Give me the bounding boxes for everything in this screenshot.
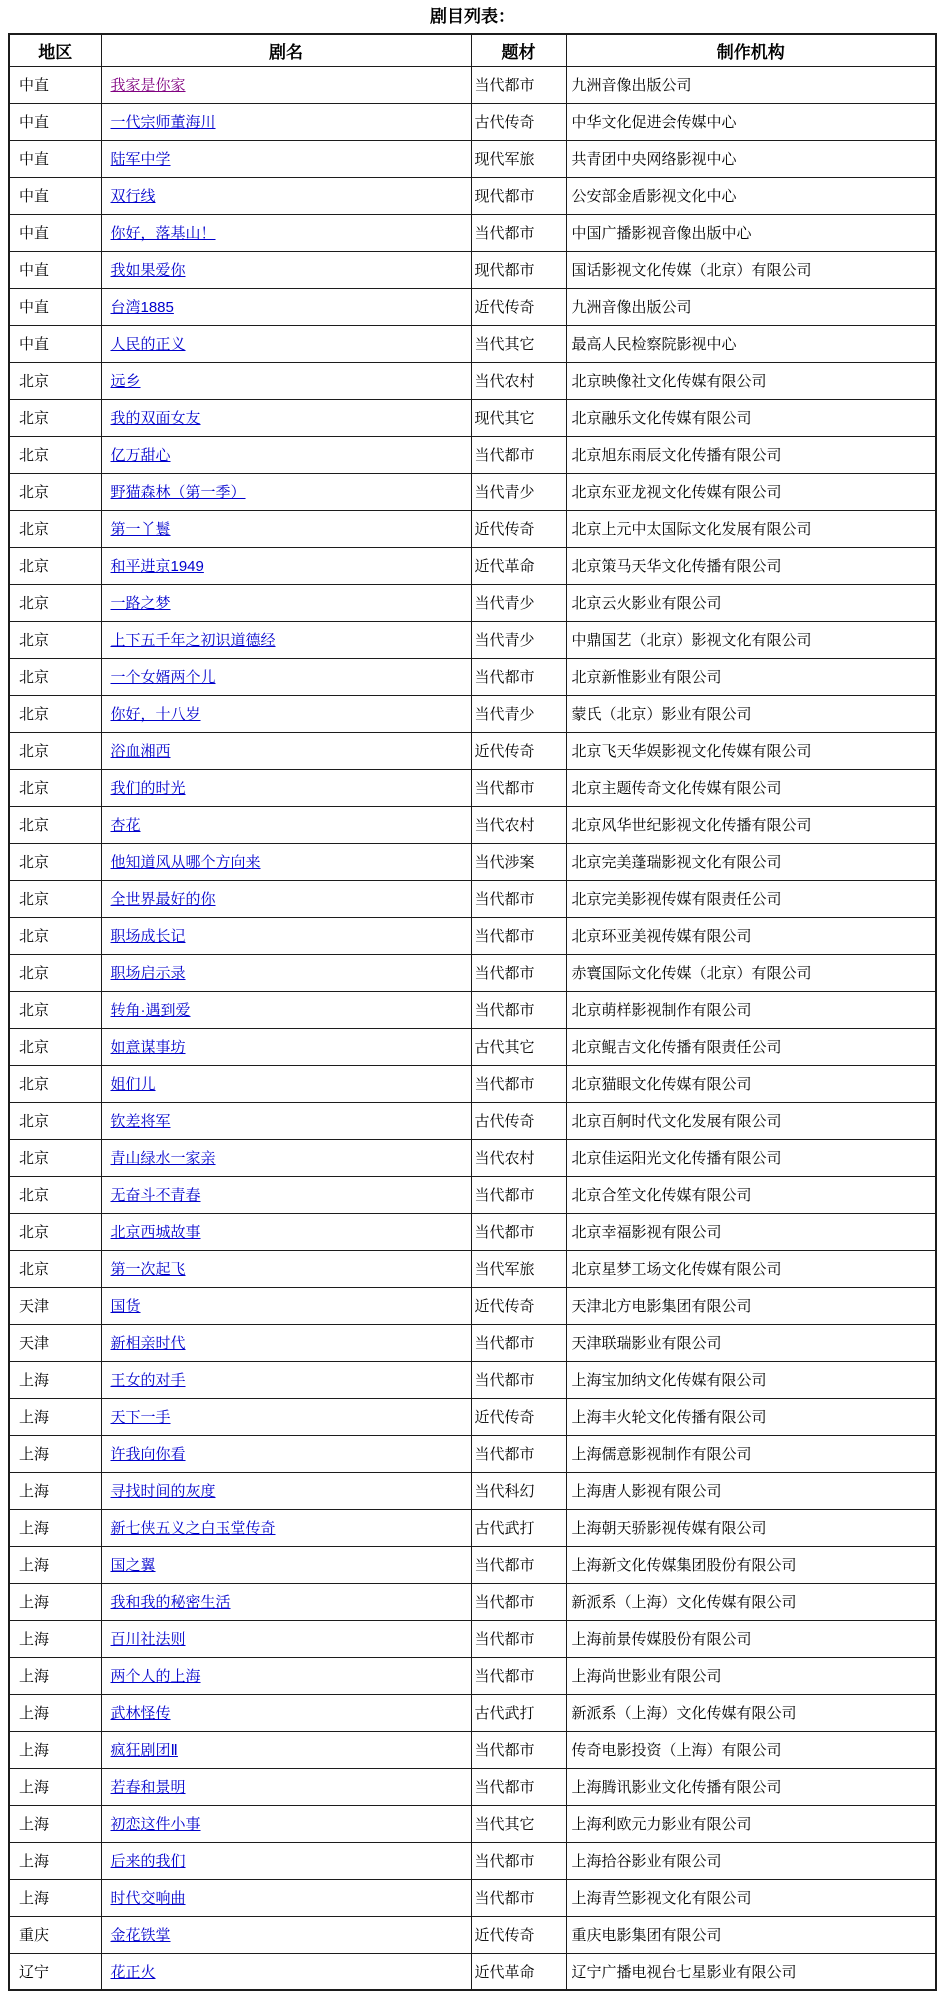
genre-cell: 近代传奇	[471, 1916, 566, 1953]
region-cell: 北京	[9, 621, 101, 658]
company-cell: 北京合笙文化传媒有限公司	[566, 1176, 936, 1213]
genre-cell: 古代武打	[471, 1694, 566, 1731]
table-row	[9, 1657, 936, 1694]
region-cell: 北京	[9, 1139, 101, 1176]
genre-cell: 当代青少	[471, 584, 566, 621]
col-header-region: 地区	[9, 34, 101, 66]
drama-title-link[interactable]: 你好，落基山！	[110, 225, 216, 242]
region-cell: 天津	[9, 1287, 101, 1324]
genre-cell: 当代青少	[471, 695, 566, 732]
genre-cell: 当代都市	[471, 658, 566, 695]
region-cell: 上海	[9, 1435, 101, 1472]
drama-title-link[interactable]: 新相亲时代	[110, 1335, 186, 1352]
company-cell: 北京映像社文化传媒有限公司	[566, 362, 936, 399]
company-cell: 北京策马天华文化传播有限公司	[566, 547, 936, 584]
genre-cell: 当代青少	[471, 473, 566, 510]
region-cell: 北京	[9, 473, 101, 510]
table-row	[9, 584, 936, 621]
table-row	[9, 658, 936, 695]
company-cell: 共青团中央网络影视中心	[566, 140, 936, 177]
region-cell: 上海	[9, 1657, 101, 1694]
company-cell: 北京上元中太国际文化发展有限公司	[566, 510, 936, 547]
genre-cell: 当代都市	[471, 1546, 566, 1583]
company-cell: 中鼎国艺（北京）影视文化有限公司	[566, 621, 936, 658]
table-row	[9, 1472, 936, 1509]
drama-title-link[interactable]: 你好，十八岁	[110, 706, 201, 723]
genre-cell: 当代科幻	[471, 1472, 566, 1509]
company-cell: 上海宝加纳文化传媒有限公司	[566, 1361, 936, 1398]
genre-cell: 当代都市	[471, 1620, 566, 1657]
table-row	[9, 1953, 936, 1990]
table-row	[9, 1028, 936, 1065]
drama-title-link[interactable]: 杏花	[110, 817, 141, 834]
table-row	[9, 695, 936, 732]
company-cell: 中华文化促进会传媒中心	[566, 103, 936, 140]
genre-cell: 当代都市	[471, 917, 566, 954]
genre-cell: 当代其它	[471, 325, 566, 362]
region-cell: 北京	[9, 732, 101, 769]
genre-cell: 近代传奇	[471, 510, 566, 547]
company-cell: 赤寰国际文化传媒（北京）有限公司	[566, 954, 936, 991]
company-cell: 上海丰火轮文化传播有限公司	[566, 1398, 936, 1435]
region-cell: 上海	[9, 1731, 101, 1768]
company-cell: 北京融乐文化传媒有限公司	[566, 399, 936, 436]
table-row	[9, 769, 936, 806]
genre-cell: 当代都市	[471, 1435, 566, 1472]
header-row	[9, 34, 936, 66]
table-row	[9, 1509, 936, 1546]
region-cell: 中直	[9, 325, 101, 362]
company-cell: 最高人民检察院影视中心	[566, 325, 936, 362]
table-row	[9, 1694, 936, 1731]
region-cell: 上海	[9, 1694, 101, 1731]
company-cell: 北京飞天华娱影视文化传媒有限公司	[566, 732, 936, 769]
genre-cell: 当代都市	[471, 1842, 566, 1879]
table-row	[9, 1250, 936, 1287]
region-cell: 北京	[9, 1102, 101, 1139]
genre-cell: 古代武打	[471, 1509, 566, 1546]
drama-table	[8, 33, 937, 1991]
genre-cell: 当代都市	[471, 1324, 566, 1361]
region-cell: 上海	[9, 1583, 101, 1620]
company-cell: 上海腾讯影业文化传播有限公司	[566, 1768, 936, 1805]
genre-cell: 近代传奇	[471, 288, 566, 325]
table-row	[9, 954, 936, 991]
drama-title-link[interactable]: 第一丫鬟	[110, 521, 171, 538]
genre-cell: 当代都市	[471, 1065, 566, 1102]
col-header-title: 剧名	[101, 34, 471, 66]
genre-cell: 当代都市	[471, 1583, 566, 1620]
region-cell: 北京	[9, 954, 101, 991]
region-cell: 北京	[9, 510, 101, 547]
drama-title-link[interactable]: 北京西城故事	[110, 1224, 201, 1241]
table-row	[9, 66, 936, 103]
table-row	[9, 621, 936, 658]
table-row	[9, 1324, 936, 1361]
region-cell: 中直	[9, 251, 101, 288]
company-cell: 北京新惟影业有限公司	[566, 658, 936, 695]
company-cell: 蒙氏（北京）影业有限公司	[566, 695, 936, 732]
company-cell: 上海青竺影视文化有限公司	[566, 1879, 936, 1916]
company-cell: 北京云火影业有限公司	[566, 584, 936, 621]
genre-cell: 当代都市	[471, 214, 566, 251]
genre-cell: 当代都市	[471, 1768, 566, 1805]
company-cell: 北京主题传奇文化传媒有限公司	[566, 769, 936, 806]
drama-title-link[interactable]: 野猫森林（第一季）	[110, 484, 246, 501]
genre-cell: 现代军旅	[471, 140, 566, 177]
table-row	[9, 1916, 936, 1953]
region-cell: 北京	[9, 1250, 101, 1287]
genre-cell: 近代革命	[471, 1953, 566, 1990]
genre-cell: 现代都市	[471, 251, 566, 288]
table-row	[9, 1287, 936, 1324]
drama-title-link[interactable]: 一路之梦	[110, 595, 171, 612]
page-title: 剧目列表：	[430, 7, 515, 26]
region-cell: 北京	[9, 695, 101, 732]
company-cell: 北京旭东雨辰文化传播有限公司	[566, 436, 936, 473]
region-cell: 上海	[9, 1842, 101, 1879]
region-cell: 上海	[9, 1620, 101, 1657]
company-cell: 上海朝天骄影视传媒有限公司	[566, 1509, 936, 1546]
table-row	[9, 1546, 936, 1583]
drama-title-link[interactable]: 新七侠五义之白玉堂传奇	[110, 1520, 276, 1537]
table-row	[9, 991, 936, 1028]
table-row	[9, 473, 936, 510]
region-cell: 天津	[9, 1324, 101, 1361]
company-cell: 北京鲲吉文化传播有限责任公司	[566, 1028, 936, 1065]
company-cell: 北京东亚龙视文化传媒有限公司	[566, 473, 936, 510]
drama-title-link[interactable]: 钦差将军	[110, 1113, 171, 1130]
table-row	[9, 325, 936, 362]
region-cell: 上海	[9, 1509, 101, 1546]
region-cell: 北京	[9, 917, 101, 954]
genre-cell: 古代传奇	[471, 1102, 566, 1139]
genre-cell: 近代传奇	[471, 1398, 566, 1435]
company-cell: 天津北方电影集团有限公司	[566, 1287, 936, 1324]
company-cell: 上海新文化传媒集团股份有限公司	[566, 1546, 936, 1583]
drama-title-link[interactable]: 转角·遇到爱	[110, 1002, 191, 1019]
genre-cell: 当代都市	[471, 436, 566, 473]
drama-title-link[interactable]: 我的双面女友	[110, 410, 201, 427]
company-cell: 北京猫眼文化传媒有限公司	[566, 1065, 936, 1102]
region-cell: 中直	[9, 66, 101, 103]
company-cell: 九洲音像出版公司	[566, 66, 936, 103]
table-row	[9, 1213, 936, 1250]
col-header-genre: 题材	[471, 34, 566, 66]
region-cell: 北京	[9, 991, 101, 1028]
genre-cell: 当代都市	[471, 1213, 566, 1250]
region-cell: 上海	[9, 1472, 101, 1509]
table-row	[9, 880, 936, 917]
drama-title-link[interactable]: 上下五千年之初识道德经	[110, 632, 276, 649]
drama-title-link[interactable]: 和平进京1949	[110, 558, 204, 575]
drama-title-link[interactable]: 天下一手	[110, 1409, 171, 1426]
table-row	[9, 547, 936, 584]
table-row	[9, 510, 936, 547]
drama-title-link[interactable]: 我家是你家	[110, 77, 186, 94]
table-row	[9, 806, 936, 843]
genre-cell: 古代传奇	[471, 103, 566, 140]
table-row	[9, 177, 936, 214]
company-cell: 天津联瑞影业有限公司	[566, 1324, 936, 1361]
drama-title-link[interactable]: 初恋这件小事	[110, 1816, 201, 1833]
table-row	[9, 917, 936, 954]
drama-title-link[interactable]: 一代宗师董海川	[110, 114, 216, 131]
genre-cell: 当代都市	[471, 1361, 566, 1398]
drama-title-link[interactable]: 金花铁掌	[110, 1927, 171, 1944]
table-row	[9, 1620, 936, 1657]
table-row	[9, 1583, 936, 1620]
company-cell: 北京佳运阳光文化传播有限公司	[566, 1139, 936, 1176]
region-cell: 上海	[9, 1805, 101, 1842]
company-cell: 九洲音像出版公司	[566, 288, 936, 325]
drama-title-link[interactable]: 两个人的上海	[110, 1668, 201, 1685]
genre-cell: 当代涉案	[471, 843, 566, 880]
region-cell: 中直	[9, 103, 101, 140]
drama-title-link[interactable]: 职场成长记	[110, 928, 186, 945]
genre-cell: 当代都市	[471, 1657, 566, 1694]
company-cell: 北京萌样影视制作有限公司	[566, 991, 936, 1028]
table-row	[9, 251, 936, 288]
drama-title-link[interactable]: 我如果爱你	[110, 262, 186, 279]
region-cell: 北京	[9, 769, 101, 806]
company-cell: 重庆电影集团有限公司	[566, 1916, 936, 1953]
table-row	[9, 399, 936, 436]
company-cell: 上海拾谷影业有限公司	[566, 1842, 936, 1879]
region-cell: 中直	[9, 214, 101, 251]
genre-cell: 当代青少	[471, 621, 566, 658]
drama-title-link[interactable]: 第一次起飞	[110, 1261, 186, 1278]
table-row	[9, 1731, 936, 1768]
company-cell: 北京百舸时代文化发展有限公司	[566, 1102, 936, 1139]
drama-title-link[interactable]: 浴血湘西	[110, 743, 171, 760]
table-row	[9, 1176, 936, 1213]
region-cell: 北京	[9, 1176, 101, 1213]
company-cell: 北京风华世纪影视文化传播有限公司	[566, 806, 936, 843]
drama-title-link[interactable]: 台湾1885	[110, 299, 174, 316]
region-cell: 北京	[9, 547, 101, 584]
company-cell: 北京完美蓬瑞影视文化有限公司	[566, 843, 936, 880]
genre-cell: 当代都市	[471, 1879, 566, 1916]
company-cell: 上海唐人影视有限公司	[566, 1472, 936, 1509]
genre-cell: 当代都市	[471, 880, 566, 917]
drama-title-link[interactable]: 国货	[110, 1298, 141, 1315]
drama-title-link[interactable]: 远乡	[110, 373, 141, 390]
table-row	[9, 103, 936, 140]
company-cell: 辽宁广播电视台七星影业有限公司	[566, 1953, 936, 1990]
drama-title-link[interactable]: 武林怪传	[110, 1705, 171, 1722]
drama-title-link[interactable]: 后来的我们	[110, 1853, 186, 1870]
table-row	[9, 140, 936, 177]
table-row	[9, 288, 936, 325]
drama-title-link[interactable]: 人民的正义	[110, 336, 186, 353]
table-row	[9, 1842, 936, 1879]
drama-title-link[interactable]: 若春和景明	[110, 1779, 186, 1796]
table-row	[9, 732, 936, 769]
region-cell: 北京	[9, 1213, 101, 1250]
table-row	[9, 1768, 936, 1805]
genre-cell: 现代其它	[471, 399, 566, 436]
region-cell: 中直	[9, 140, 101, 177]
region-cell: 中直	[9, 288, 101, 325]
company-cell: 新派系（上海）文化传媒有限公司	[566, 1694, 936, 1731]
region-cell: 北京	[9, 436, 101, 473]
region-cell: 上海	[9, 1879, 101, 1916]
company-cell: 北京完美影视传媒有限责任公司	[566, 880, 936, 917]
table-row	[9, 1139, 936, 1176]
drama-title-link[interactable]: 职场启示录	[110, 965, 186, 982]
table-row	[9, 362, 936, 399]
company-cell: 新派系（上海）文化传媒有限公司	[566, 1583, 936, 1620]
genre-cell: 近代革命	[471, 547, 566, 584]
company-cell: 传奇电影投资（上海）有限公司	[566, 1731, 936, 1768]
genre-cell: 近代传奇	[471, 732, 566, 769]
drama-title-link[interactable]: 双行线	[110, 188, 156, 205]
company-cell: 国话影视文化传媒（北京）有限公司	[566, 251, 936, 288]
genre-cell: 当代都市	[471, 769, 566, 806]
drama-title-link[interactable]: 国之翼	[110, 1557, 156, 1574]
genre-cell: 当代都市	[471, 66, 566, 103]
company-cell: 上海前景传媒股份有限公司	[566, 1620, 936, 1657]
drama-title-link[interactable]: 花正火	[110, 1963, 156, 1981]
region-cell: 重庆	[9, 1916, 101, 1953]
drama-title-link[interactable]: 如意谋事坊	[110, 1039, 186, 1056]
company-cell: 中国广播影视音像出版中心	[566, 214, 936, 251]
table-row	[9, 436, 936, 473]
genre-cell: 当代农村	[471, 1139, 566, 1176]
region-cell: 辽宁	[9, 1953, 101, 1990]
genre-cell: 当代农村	[471, 362, 566, 399]
drama-title-link[interactable]: 百川社法则	[110, 1631, 186, 1648]
region-cell: 上海	[9, 1546, 101, 1583]
genre-cell: 当代都市	[471, 1176, 566, 1213]
drama-title-link[interactable]: 许我向你看	[110, 1446, 186, 1463]
drama-title-link[interactable]: 一个女婿两个儿	[110, 669, 216, 686]
table-row	[9, 1361, 936, 1398]
region-cell: 北京	[9, 880, 101, 917]
drama-title-link[interactable]: 无奋斗不青春	[110, 1187, 201, 1204]
region-cell: 北京	[9, 399, 101, 436]
region-cell: 上海	[9, 1361, 101, 1398]
table-row	[9, 1435, 936, 1472]
genre-cell: 现代都市	[471, 177, 566, 214]
drama-title-link[interactable]: 我们的时光	[110, 780, 186, 797]
genre-cell: 当代都市	[471, 1731, 566, 1768]
table-row	[9, 1805, 936, 1842]
genre-cell: 当代农村	[471, 806, 566, 843]
company-cell: 公安部金盾影视文化中心	[566, 177, 936, 214]
drama-title-link[interactable]: 他知道风从哪个方向来	[110, 854, 261, 871]
genre-cell: 当代都市	[471, 954, 566, 991]
region-cell: 北京	[9, 658, 101, 695]
col-header-company: 制作机构	[566, 34, 936, 66]
region-cell: 北京	[9, 1065, 101, 1102]
genre-cell: 当代其它	[471, 1805, 566, 1842]
drama-title-link[interactable]: 我和我的秘密生活	[110, 1594, 231, 1611]
table-row	[9, 1102, 936, 1139]
table-row	[9, 1879, 936, 1916]
region-cell: 北京	[9, 362, 101, 399]
table-row	[9, 214, 936, 251]
drama-title-link[interactable]: 全世界最好的你	[110, 891, 216, 908]
genre-cell: 近代传奇	[471, 1287, 566, 1324]
drama-title-link[interactable]: 姐们儿	[110, 1076, 156, 1093]
region-cell: 中直	[9, 177, 101, 214]
drama-title-link[interactable]: 王女的对手	[110, 1372, 186, 1389]
drama-title-link[interactable]: 寻找时间的灰度	[110, 1483, 216, 1500]
company-cell: 上海尚世影业有限公司	[566, 1657, 936, 1694]
company-cell: 北京星梦工场文化传媒有限公司	[566, 1250, 936, 1287]
table-row	[9, 1065, 936, 1102]
company-cell: 上海儒意影视制作有限公司	[566, 1435, 936, 1472]
drama-title-link[interactable]: 疯狂剧团Ⅱ	[110, 1742, 178, 1759]
drama-title-link[interactable]: 时代交响曲	[110, 1890, 186, 1907]
company-cell: 上海利欧元力影业有限公司	[566, 1805, 936, 1842]
region-cell: 上海	[9, 1768, 101, 1805]
region-cell: 北京	[9, 584, 101, 621]
company-cell: 北京幸福影视有限公司	[566, 1213, 936, 1250]
company-cell: 北京环亚美视传媒有限公司	[566, 917, 936, 954]
region-cell: 北京	[9, 843, 101, 880]
genre-cell: 当代军旅	[471, 1250, 566, 1287]
drama-title-link[interactable]: 亿万甜心	[110, 447, 171, 464]
table-row	[9, 1398, 936, 1435]
drama-title-link[interactable]: 陆军中学	[110, 151, 171, 168]
drama-title-link[interactable]: 青山绿水一家亲	[110, 1150, 216, 1167]
genre-cell: 当代都市	[471, 991, 566, 1028]
table-row	[9, 843, 936, 880]
region-cell: 上海	[9, 1398, 101, 1435]
genre-cell: 古代其它	[471, 1028, 566, 1065]
region-cell: 北京	[9, 806, 101, 843]
region-cell: 北京	[9, 1028, 101, 1065]
